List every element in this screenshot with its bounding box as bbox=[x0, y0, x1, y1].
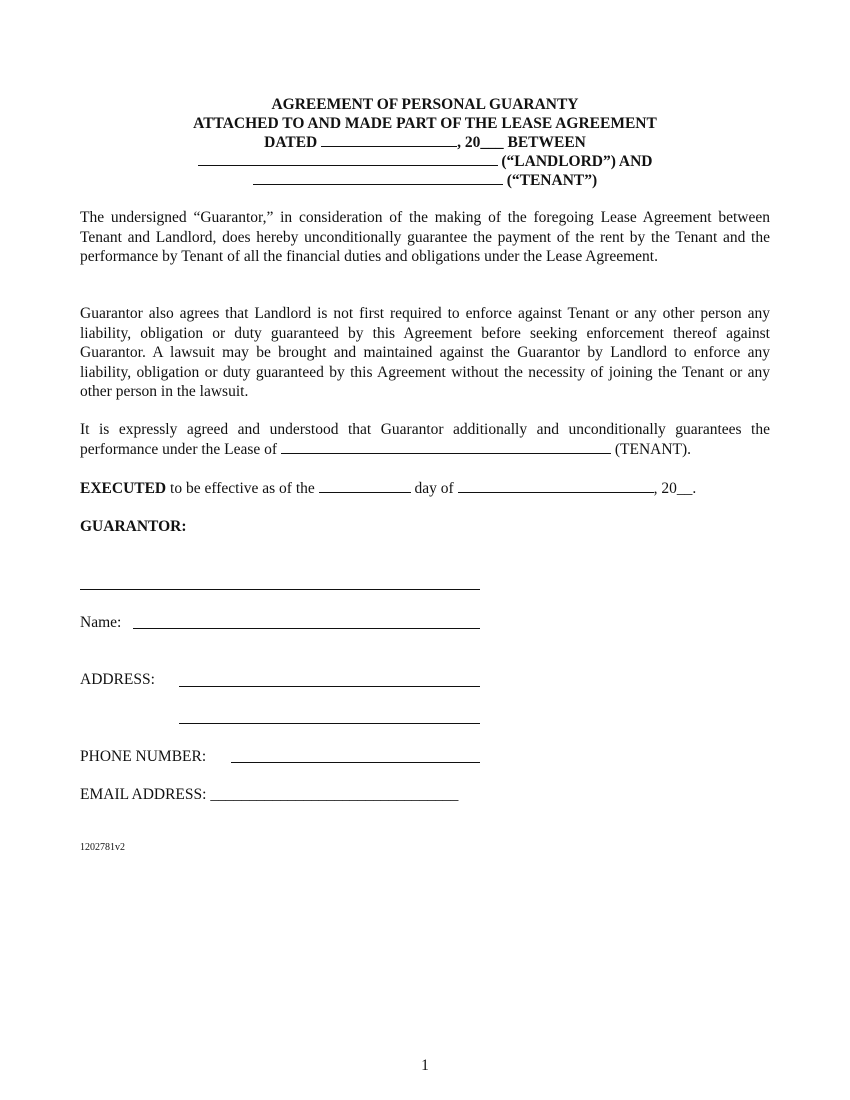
tenant-blank bbox=[253, 171, 503, 185]
executed-line bbox=[80, 479, 696, 498]
page-number: 1 bbox=[421, 1057, 429, 1074]
phone-label: PHONE NUMBER: bbox=[80, 748, 207, 765]
title-line-2: ATTACHED TO AND MADE PART OF THE LEASE AGREEMENT bbox=[193, 115, 657, 132]
executed-text-1: to be effective as of the bbox=[170, 480, 315, 497]
tenant-line bbox=[0, 171, 850, 190]
address-label: ADDRESS: bbox=[80, 671, 155, 688]
paragraph-guarantee: The undersigned “Guarantor,” in consideration of the making of the foregoing Lease Agreement between Tenant and Landlord, does hereby unconditionally guarantee the payment of the rent by the Tenant and the performance by Tenant of all the financial duties and obligations under the Lease Agreement. bbox=[80, 209, 770, 266]
executed-text-2: day of bbox=[414, 480, 454, 497]
tenant-name-blank[interactable] bbox=[281, 440, 611, 454]
executed-label: EXECUTED bbox=[80, 480, 167, 497]
executed-text-3: , 20__. bbox=[653, 480, 697, 497]
day-blank[interactable] bbox=[319, 479, 411, 493]
email-line bbox=[80, 785, 458, 804]
dated-suffix: , 20___ BETWEEN bbox=[457, 134, 586, 151]
paragraph-additional-line-2 bbox=[80, 440, 691, 459]
email-label: EMAIL ADDRESS: bbox=[80, 786, 207, 803]
guarantor-heading: GUARANTOR: bbox=[80, 518, 187, 535]
dated-blank bbox=[321, 133, 457, 147]
title-line-1: AGREEMENT OF PERSONAL GUARANTY bbox=[271, 96, 579, 113]
month-blank[interactable] bbox=[458, 479, 654, 493]
name-line[interactable] bbox=[133, 628, 480, 629]
phone-line[interactable] bbox=[231, 762, 480, 763]
paragraph-enforcement: Guarantor also agrees that Landlord is not first required to enforce against Tenant or any other person any liability, obligation or duty guaranteed by this Agreement before seeking enforcement thereof against Guarantor. A lawsuit may be brought and maintained against the Guarantor by Landlord to enforce any liability, obligation or duty guaranteed by this Agreement without the necessity of joining the Tenant or any other person in the lawsuit. bbox=[80, 305, 770, 401]
email-blank[interactable]: ________________________________ bbox=[210, 786, 459, 803]
tenant-tag: (TENANT). bbox=[614, 441, 692, 458]
lease-of-label: performance under the Lease of bbox=[80, 441, 278, 458]
dated-line bbox=[0, 133, 850, 152]
landlord-line bbox=[0, 152, 850, 171]
tenant-label: (“TENANT”) bbox=[506, 172, 598, 189]
address-line-2[interactable] bbox=[179, 723, 480, 724]
document-id: 1202781v2 bbox=[80, 842, 125, 853]
landlord-blank bbox=[198, 152, 498, 166]
dated-label: DATED bbox=[264, 134, 318, 151]
address-line-1[interactable] bbox=[179, 686, 480, 687]
landlord-label: (“LANDLORD”) AND bbox=[501, 153, 653, 170]
name-label: Name: bbox=[80, 614, 122, 631]
paragraph-additional-line-1: It is expressly agreed and understood that Guarantor additionally and unconditionally guarantees the bbox=[80, 421, 770, 438]
signature-line[interactable] bbox=[80, 589, 480, 590]
